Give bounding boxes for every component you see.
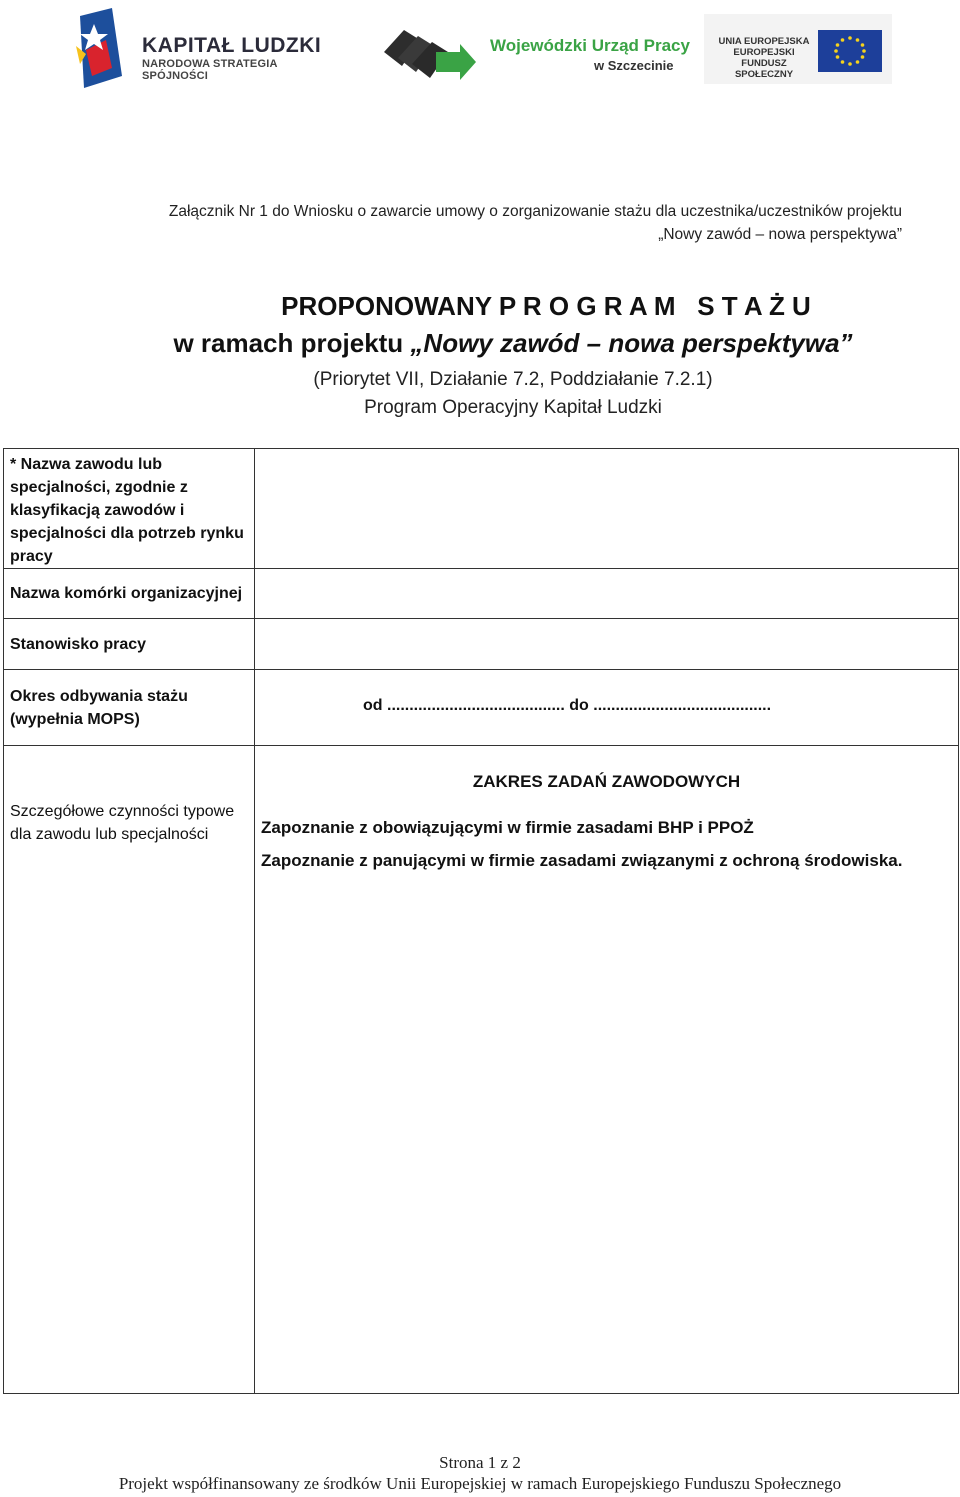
tasks-field[interactable] bbox=[255, 746, 959, 1394]
unit-field[interactable] bbox=[255, 569, 959, 619]
occupation-label: * Nazwa zawodu lub specjalności, zgodnie z klasyfikacją zawodów i specjalności dla potrzeb rynku pracy bbox=[4, 449, 255, 569]
eu-fund-text bbox=[712, 36, 816, 80]
task-item: Zapoznanie z panującymi w firmie zasadami związanymi z ochroną środowiska. bbox=[261, 851, 903, 870]
eu-line-3: FUNDUSZ SPOŁECZNY bbox=[734, 58, 794, 80]
table-row bbox=[4, 746, 959, 1394]
page-number: Strona 1 z 2 bbox=[439, 1453, 521, 1472]
program-line: Program Operacyjny Kapitał Ludzki bbox=[364, 397, 662, 418]
priority-line: (Priorytet VII, Działanie 7.2, Poddziałanie 7.2.1) bbox=[313, 369, 713, 390]
table-row bbox=[4, 449, 959, 569]
kapital-ludzki-title: KAPITAŁ LUDZKI bbox=[142, 34, 322, 57]
wup-cards-icon bbox=[380, 22, 480, 82]
annex-reference bbox=[169, 200, 902, 246]
tasks-header: ZAKRES ZADAŃ ZAWODOWYCH bbox=[472, 772, 741, 791]
internship-program-table bbox=[3, 448, 959, 1394]
eu-line-2: EUROPEJSKI bbox=[733, 47, 795, 58]
table-row bbox=[4, 619, 959, 670]
period-field[interactable] bbox=[255, 670, 959, 746]
table-row bbox=[4, 670, 959, 746]
details-label: Szczegółowe czynności typowe dla zawodu lub specjalności bbox=[10, 803, 235, 843]
annex-line-2: „Nowy zawód – nowa perspektywa” bbox=[658, 226, 902, 243]
project-title bbox=[0, 328, 960, 359]
eu-flag-icon bbox=[818, 30, 882, 72]
table-row bbox=[4, 569, 959, 619]
annex-line-1: Załącznik Nr 1 do Wniosku o zawarcie umowy o zorganizowanie stażu dla uczestnika/uczestników projektu bbox=[168, 203, 902, 220]
wup-logo bbox=[380, 22, 690, 86]
position-field[interactable] bbox=[255, 619, 959, 670]
wup-subtitle: w Szczecinie bbox=[594, 58, 674, 73]
kapital-ludzki-logo bbox=[72, 6, 332, 90]
task-item: Zapoznanie z obowiązującymi w firmie zasadami BHP i PPOŻ bbox=[261, 818, 754, 837]
logo-header bbox=[0, 0, 960, 100]
unit-label: Nazwa komórki organizacyjnej bbox=[4, 569, 255, 619]
period-label: Okres odbywania stażu (wypełnia MOPS) bbox=[4, 670, 255, 746]
page-title: PROPONOWANY P R O G R A M S T A Ż U bbox=[281, 291, 811, 321]
eu-fund-logo bbox=[704, 14, 892, 84]
kapital-ludzki-emblem-icon bbox=[72, 6, 136, 90]
cofinancing-note: Projekt współfinansowany ze środków Unii Europejskiej w ramach Europejskiego Funduszu Społecznego bbox=[118, 1474, 842, 1493]
project-title-prefix: w ramach projektu bbox=[173, 328, 411, 358]
position-label: Stanowisko pracy bbox=[4, 619, 255, 670]
eu-line-1: UNIA EUROPEJSKA bbox=[718, 36, 810, 47]
kapital-ludzki-subtitle: NARODOWA STRATEGIA SPÓJNOŚCI bbox=[142, 58, 278, 82]
details-cell bbox=[4, 746, 255, 1394]
project-name: „Nowy zawód – nowa perspektywa” bbox=[410, 328, 853, 358]
wup-title: Wojewódzki Urząd Pracy bbox=[490, 36, 690, 55]
period-value: od ........................................ do ........................................ bbox=[363, 697, 772, 714]
occupation-field[interactable] bbox=[255, 449, 959, 569]
